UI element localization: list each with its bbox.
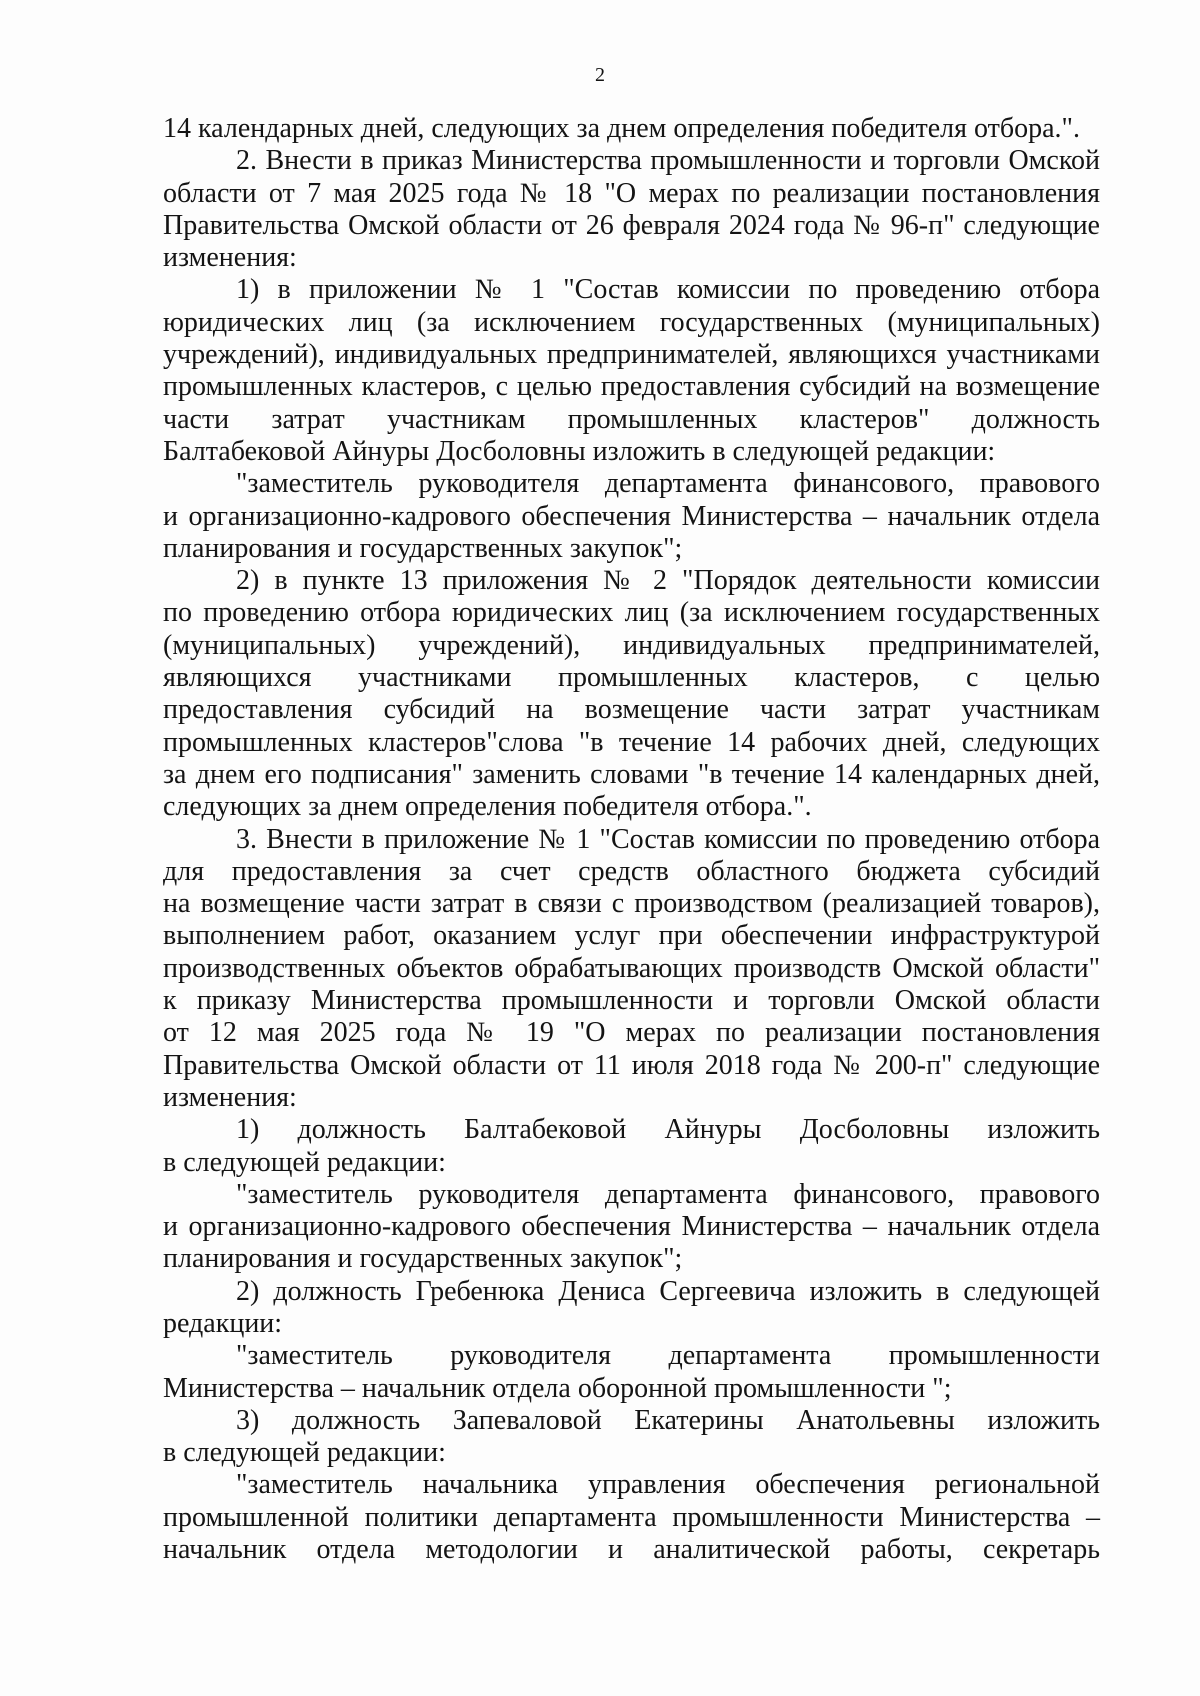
text-line: предоставления субсидий на возмещение части затрат участникам — [163, 694, 1100, 726]
text-line: выполнением работ, оказанием услуг при обеспечении инфраструктурой — [163, 920, 1100, 952]
text-line: 2) в пункте 13 приложения № 2 "Порядок деятельности комиссии — [236, 565, 1100, 597]
text-line: следующих за днем определения победителя отбора.". — [163, 791, 812, 823]
text-line: для предоставления за счет средств областного бюджета субсидий — [163, 855, 1100, 887]
text-line: области от 7 мая 2025 года № 18 "О мерах по реализации постановления — [163, 177, 1100, 209]
text-line: и организационно-кадрового обеспечения Министерства – начальник отдела — [163, 1211, 1100, 1243]
text-line: изменения: — [163, 1081, 297, 1113]
text-line: начальник отдела методологии и аналитической работы, секретарь — [163, 1534, 1100, 1566]
text-line: "заместитель руководителя департамента промышленности — [236, 1340, 1100, 1372]
text-line: Правительства Омской области от 11 июля 2018 года № 200-п" следующие — [163, 1049, 1100, 1081]
text-line: производственных объектов обрабатывающих производств Омской области" — [163, 952, 1100, 984]
text-line: 14 календарных дней, следующих за днем определения победителя отбора.". — [163, 113, 1080, 144]
text-line: 3) должность Запеваловой Екатерины Анатольевны изложить — [236, 1404, 1100, 1436]
text-line: Министерства – начальник отдела оборонной промышленности "; — [163, 1372, 952, 1404]
text-line: 1) в приложении № 1 "Состав комиссии по проведению отбора — [236, 274, 1100, 306]
text-line: по проведению отбора юридических лиц (за исключением государственных — [163, 597, 1100, 629]
text-line: 2. Внести в приказ Министерства промышленности и торговли Омской — [236, 145, 1100, 177]
text-line: являющихся участниками промышленных кластеров, с целью — [163, 662, 1100, 694]
text-line: редакции: — [163, 1307, 283, 1339]
document-body — [163, 113, 1100, 1566]
text-line: части затрат участникам промышленных кластеров" должность — [163, 403, 1100, 435]
text-line: промышленных кластеров"слова "в течение 14 рабочих дней, следующих — [163, 726, 1100, 758]
text-line: в следующей редакции: — [163, 1146, 446, 1178]
text-line: планирования и государственных закупок"; — [163, 532, 683, 564]
text-line: изменения: — [163, 242, 297, 274]
text-line: промышленной политики департамента промышленности Министерства – — [163, 1501, 1100, 1533]
text-line: в следующей редакции: — [163, 1437, 446, 1469]
text-line: 2) должность Гребенюка Дениса Сергеевича изложить в следующей — [236, 1275, 1100, 1307]
text-line: и организационно-кадрового обеспечения Министерства – начальник отдела — [163, 500, 1100, 532]
text-line: "заместитель начальника управления обеспечения региональной — [236, 1469, 1100, 1501]
text-line: планирования и государственных закупок"; — [163, 1243, 683, 1275]
text-line: к приказу Министерства промышленности и торговли Омской области — [163, 985, 1100, 1017]
text-line: (муниципальных) учреждений), индивидуальных предпринимателей, — [163, 629, 1100, 661]
text-line: учреждений), индивидуальных предпринимателей, являющихся участниками — [163, 339, 1100, 371]
page-number: 2 — [595, 64, 605, 86]
text-line: юридических лиц (за исключением государственных (муниципальных) — [163, 306, 1100, 338]
text-line: на возмещение части затрат в связи с производством (реализацией товаров), — [163, 888, 1100, 920]
text-line: "заместитель руководителя департамента финансового, правового — [236, 1178, 1100, 1210]
text-line: Балтабековой Айнуры Досболовны изложить в следующей редакции: — [163, 435, 996, 467]
text-line: "заместитель руководителя департамента финансового, правового — [236, 468, 1100, 500]
text-line: 1) должность Балтабековой Айнуры Досболовны изложить — [236, 1114, 1100, 1146]
text-line: Правительства Омской области от 26 февраля 2024 года № 96-п" следующие — [163, 209, 1100, 241]
text-line: 3. Внести в приложение № 1 "Состав комиссии по проведению отбора — [236, 823, 1100, 855]
text-line: от 12 мая 2025 года № 19 "О мерах по реализации постановления — [163, 1017, 1100, 1049]
text-line: промышленных кластеров, с целью предоставления субсидий на возмещение — [163, 371, 1100, 403]
text-line: за днем его подписания" заменить словами "в течение 14 календарных дней, — [163, 758, 1100, 790]
